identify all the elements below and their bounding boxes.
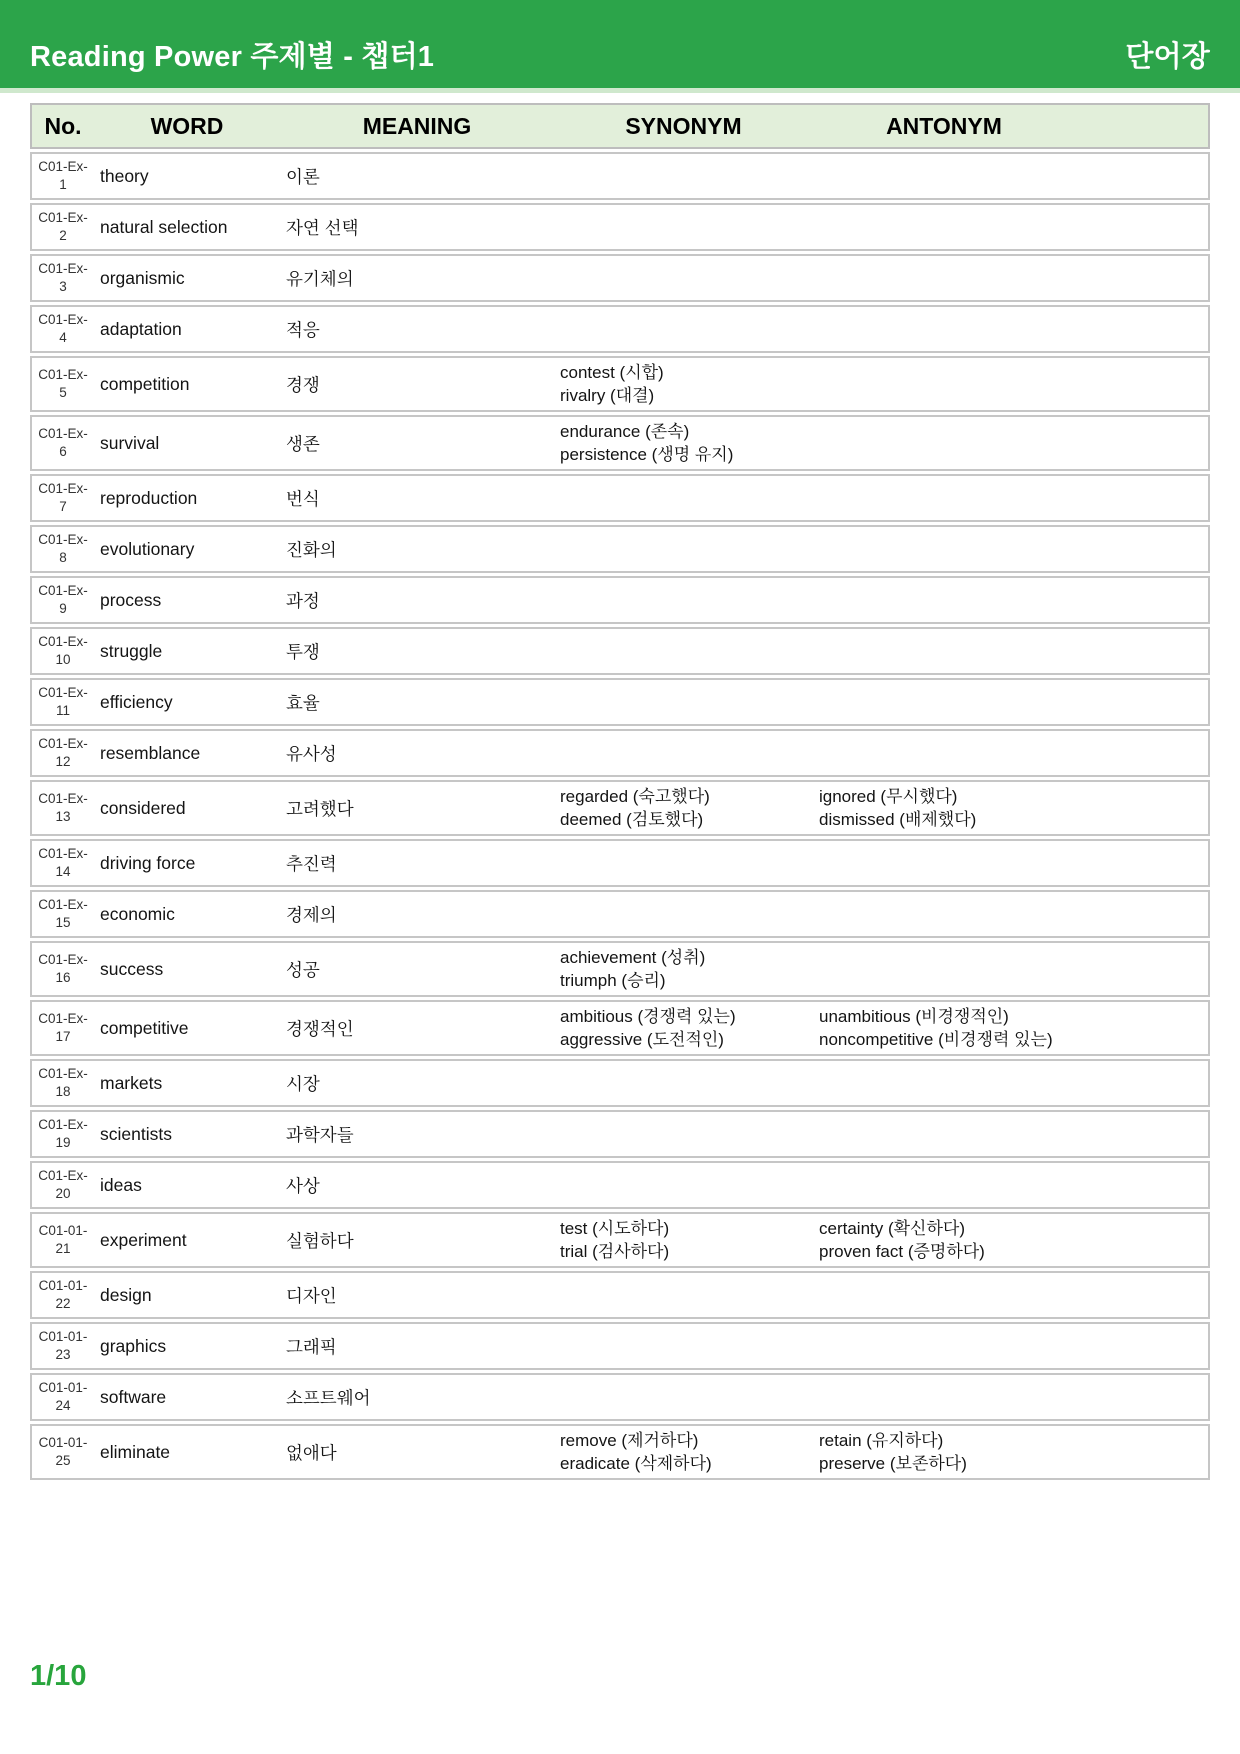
- row-word: natural selection: [100, 216, 228, 237]
- row-word: adaptation: [100, 318, 182, 339]
- row-antonyms: [813, 1005, 1208, 1051]
- row-meaning: 고려했다: [286, 798, 354, 819]
- row-meaning: 추진력: [286, 853, 337, 874]
- table-row: [30, 1000, 1210, 1056]
- row-meaning: 실험하다: [286, 1230, 354, 1251]
- row-meaning: 자연 선택: [286, 217, 359, 238]
- row-no: C01-Ex-6: [38, 426, 88, 459]
- row-synonyms: [554, 361, 813, 407]
- table-row: [30, 1059, 1210, 1107]
- synonym-line: remove (제거하다): [560, 1431, 699, 1450]
- row-no: C01-Ex-11: [38, 685, 88, 718]
- row-word: evolutionary: [100, 538, 195, 559]
- row-meaning: 경쟁적인: [286, 1018, 354, 1039]
- row-word: ideas: [100, 1174, 142, 1195]
- table-header-row: [30, 103, 1210, 149]
- row-word: theory: [100, 165, 149, 186]
- table-row: [30, 1110, 1210, 1158]
- column-header-word: WORD: [150, 112, 224, 139]
- synonym-line: achievement (성취): [560, 948, 706, 967]
- synonym-line: deemed (검토했다): [560, 810, 704, 829]
- row-no: C01-Ex-16: [38, 952, 88, 985]
- row-no: C01-01-21: [38, 1223, 88, 1256]
- table-row: [30, 356, 1210, 412]
- row-meaning: 그래픽: [286, 1336, 337, 1357]
- row-synonyms: [554, 785, 813, 831]
- row-no: C01-01-24: [38, 1380, 88, 1413]
- row-word: markets: [100, 1072, 163, 1093]
- row-no: C01-Ex-7: [38, 481, 88, 514]
- antonym-line: proven fact (증명하다): [819, 1242, 985, 1261]
- row-meaning: 소프트웨어: [286, 1387, 371, 1408]
- row-no: C01-Ex-4: [38, 312, 88, 345]
- row-word: design: [100, 1284, 152, 1305]
- row-antonyms: [813, 1217, 1208, 1263]
- table-row: [30, 1161, 1210, 1209]
- column-header-meaning: MEANING: [362, 112, 472, 139]
- column-header-no: No.: [44, 112, 82, 139]
- row-meaning: 유사성: [286, 743, 337, 764]
- row-word: resemblance: [100, 742, 201, 763]
- row-no: C01-Ex-12: [38, 736, 88, 769]
- row-word: process: [100, 589, 162, 610]
- table-row: [30, 780, 1210, 836]
- row-meaning: 사상: [286, 1175, 320, 1196]
- row-word: efficiency: [100, 691, 173, 712]
- table-row: [30, 1424, 1210, 1480]
- row-synonyms: [554, 946, 813, 992]
- row-word: considered: [100, 797, 186, 818]
- row-word: economic: [100, 903, 175, 924]
- row-synonyms: [554, 1005, 813, 1051]
- row-meaning: 성공: [286, 959, 320, 980]
- antonym-line: retain (유지하다): [819, 1431, 944, 1450]
- synonym-line: rivalry (대결): [560, 386, 655, 405]
- table-row: [30, 254, 1210, 302]
- row-no: C01-01-22: [38, 1278, 88, 1311]
- row-no: C01-Ex-3: [38, 261, 88, 294]
- row-no: C01-Ex-5: [38, 367, 88, 400]
- row-word: success: [100, 958, 164, 979]
- antonym-line: noncompetitive (비경쟁력 있는): [819, 1030, 1053, 1049]
- table-row: [30, 941, 1210, 997]
- row-word: competition: [100, 373, 190, 394]
- row-word: survival: [100, 432, 160, 453]
- synonym-line: ambitious (경쟁력 있는): [560, 1007, 736, 1026]
- table-row: [30, 839, 1210, 887]
- table-row: [30, 890, 1210, 938]
- row-word: eliminate: [100, 1441, 171, 1462]
- row-meaning: 생존: [286, 433, 320, 454]
- row-meaning: 유기체의: [286, 268, 354, 289]
- row-word: reproduction: [100, 487, 198, 508]
- row-no: C01-Ex-19: [38, 1117, 88, 1150]
- table-row: [30, 729, 1210, 777]
- synonym-line: persistence (생명 유지): [560, 445, 734, 464]
- vocab-table: [30, 103, 1210, 1480]
- table-row: [30, 1373, 1210, 1421]
- column-header-antonym: ANTONYM: [886, 112, 1002, 139]
- row-word: scientists: [100, 1123, 172, 1144]
- row-meaning: 디자인: [286, 1285, 337, 1306]
- antonym-line: unambitious (비경쟁적인): [819, 1007, 1009, 1026]
- antonym-line: certainty (확신하다): [819, 1219, 965, 1238]
- row-meaning: 효율: [286, 692, 320, 713]
- table-row: [30, 203, 1210, 251]
- table-row: [30, 305, 1210, 353]
- row-no: C01-Ex-15: [38, 897, 88, 930]
- row-synonyms: [554, 1217, 813, 1263]
- synonym-line: endurance (존속): [560, 422, 690, 441]
- vocab-badge: 단어장: [1125, 41, 1210, 73]
- row-word: competitive: [100, 1017, 189, 1038]
- row-meaning: 번식: [286, 488, 320, 509]
- synonym-line: regarded (숙고했다): [560, 787, 710, 806]
- row-word: experiment: [100, 1229, 187, 1250]
- table-row: [30, 1212, 1210, 1268]
- row-synonyms: [554, 1429, 813, 1475]
- table-row: [30, 1322, 1210, 1370]
- table-row: [30, 474, 1210, 522]
- row-word: software: [100, 1386, 167, 1407]
- row-synonyms: [554, 420, 813, 466]
- row-no: C01-Ex-1: [38, 159, 88, 192]
- row-word: organismic: [100, 267, 185, 288]
- row-antonyms: [813, 785, 1208, 831]
- row-no: C01-Ex-14: [38, 846, 88, 879]
- row-meaning: 진화의: [286, 539, 337, 560]
- row-no: C01-Ex-8: [38, 532, 88, 565]
- row-meaning: 이론: [286, 166, 320, 187]
- row-meaning: 경제의: [286, 904, 337, 925]
- page-number: 1/10: [30, 1660, 87, 1692]
- row-word: driving force: [100, 852, 196, 873]
- column-header-synonym: SYNONYM: [625, 112, 742, 139]
- antonym-line: preserve (보존하다): [819, 1454, 967, 1473]
- row-meaning: 적응: [286, 319, 320, 340]
- row-no: C01-Ex-2: [38, 210, 88, 243]
- synonym-line: trial (검사하다): [560, 1242, 670, 1261]
- table-row: [30, 576, 1210, 624]
- table-body: [30, 152, 1210, 1480]
- table-row: [30, 525, 1210, 573]
- synonym-line: triumph (승리): [560, 971, 666, 990]
- row-antonyms: [813, 1429, 1208, 1475]
- page-header-bar: [0, 0, 1240, 93]
- row-meaning: 시장: [286, 1073, 320, 1094]
- row-meaning: 과정: [286, 590, 320, 611]
- table-row: [30, 152, 1210, 200]
- row-no: C01-Ex-17: [38, 1011, 88, 1044]
- row-meaning: 없애다: [286, 1442, 337, 1463]
- row-meaning: 경쟁: [286, 374, 320, 395]
- row-no: C01-Ex-9: [38, 583, 88, 616]
- table-row: [30, 415, 1210, 471]
- page-title: Reading Power 주제별 - 챕터1: [30, 41, 435, 73]
- table-row: [30, 627, 1210, 675]
- row-word: graphics: [100, 1335, 167, 1356]
- row-no: C01-Ex-20: [38, 1168, 88, 1201]
- antonym-line: dismissed (배제했다): [819, 810, 977, 829]
- synonym-line: eradicate (삭제하다): [560, 1454, 712, 1473]
- row-meaning: 투쟁: [286, 641, 320, 662]
- row-no: C01-01-25: [38, 1435, 88, 1468]
- row-no: C01-Ex-10: [38, 634, 88, 667]
- row-word: struggle: [100, 640, 163, 661]
- table-row: [30, 678, 1210, 726]
- antonym-line: ignored (무시했다): [819, 787, 958, 806]
- synonym-line: test (시도하다): [560, 1219, 670, 1238]
- table-row: [30, 1271, 1210, 1319]
- row-meaning: 과학자들: [286, 1124, 354, 1145]
- synonym-line: contest (시합): [560, 363, 664, 382]
- row-no: C01-Ex-18: [38, 1066, 88, 1099]
- row-no: C01-Ex-13: [38, 791, 88, 824]
- synonym-line: aggressive (도전적인): [560, 1030, 724, 1049]
- row-no: C01-01-23: [38, 1329, 88, 1362]
